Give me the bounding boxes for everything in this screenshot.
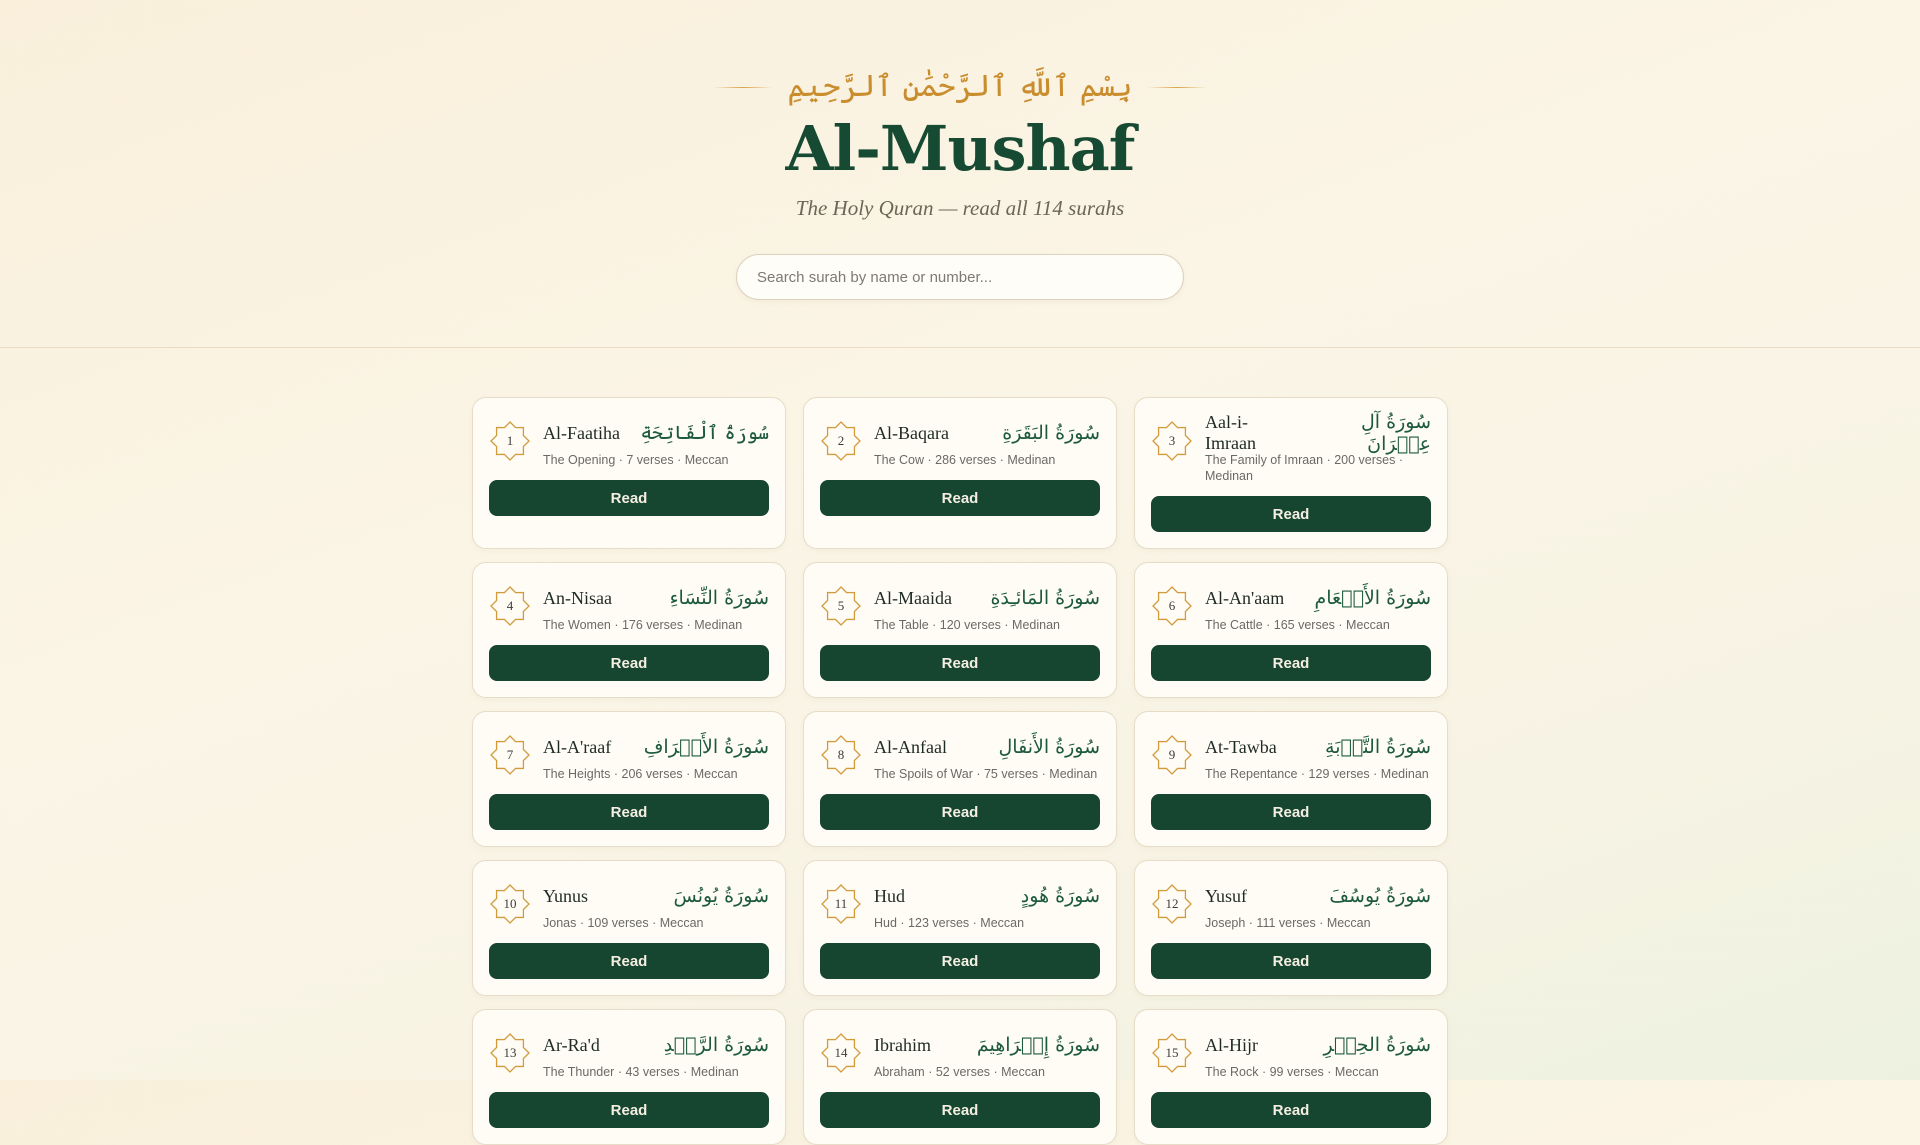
surah-number: 6: [1168, 598, 1176, 613]
surah-arabic-name: سُورَةُ هُودٍ: [1020, 885, 1100, 907]
surah-card-header: [820, 1030, 1100, 1080]
surah-meta: The Cattle · 165 verses · Meccan: [1205, 618, 1390, 632]
surah-number: 11: [834, 896, 848, 911]
surah-card-header: [489, 418, 769, 468]
surah-number: 5: [837, 598, 845, 613]
surah-name-row: [543, 881, 769, 911]
surah-meta: The Heights · 206 verses · Meccan: [543, 767, 738, 781]
page-subtitle: The Holy Quran — read all 114 surahs: [795, 196, 1125, 220]
surah-name: Al-Anfaal: [874, 736, 947, 757]
surah-number: 8: [837, 747, 845, 762]
surah-card-header: [1151, 732, 1431, 782]
basmala-calligraphy: بِسْمِ ٱللَّهِ ٱلرَّحْمَٰنِ ٱلرَّحِيمِ: [787, 69, 1133, 104]
surah-name-row: [1205, 881, 1431, 911]
surah-name-row: [543, 1030, 769, 1060]
surah-card-header: [820, 881, 1100, 931]
surah-name-row: [1205, 732, 1431, 762]
surah-meta: The Thunder · 43 verses · Medinan: [543, 1065, 739, 1079]
surah-arabic-name: سُورَةُ الأَنفَالِ: [998, 736, 1100, 758]
read-button[interactable]: Read: [489, 645, 769, 681]
surah-name: An-Nisaa: [543, 587, 612, 608]
surah-card: [1134, 562, 1448, 698]
surah-info: [874, 418, 1100, 468]
surah-number-badge: [820, 420, 862, 462]
page-header: [0, 0, 1920, 348]
surah-arabic-name: سُورَةُ ٱلْفَاتِحَةِ: [640, 422, 769, 444]
surah-card: [1134, 860, 1448, 996]
surah-card-header: [489, 583, 769, 633]
surah-card: [803, 1009, 1117, 1145]
surah-card: [1134, 711, 1448, 847]
surah-card: [803, 397, 1117, 549]
surah-card: [472, 711, 786, 847]
surah-meta: The Women · 176 verses · Medinan: [543, 618, 743, 632]
read-button[interactable]: Read: [820, 480, 1100, 516]
surah-info: [874, 881, 1100, 931]
search-input[interactable]: [736, 254, 1184, 300]
surah-name-row: [874, 881, 1100, 911]
read-button[interactable]: Read: [489, 943, 769, 979]
surah-name: Yunus: [543, 885, 589, 906]
read-button[interactable]: Read: [1151, 496, 1431, 532]
read-button[interactable]: Read: [489, 480, 769, 516]
surah-info: [543, 1030, 769, 1080]
read-button[interactable]: Read: [820, 794, 1100, 830]
surah-arabic-name: سُورَةُ إِبۡرَاهِيمَ: [976, 1034, 1100, 1056]
read-button[interactable]: Read: [1151, 645, 1431, 681]
surah-meta: The Repentance · 129 verses · Medinan: [1205, 767, 1429, 781]
read-button[interactable]: Read: [489, 794, 769, 830]
surah-name: Ibrahim: [874, 1034, 931, 1055]
surah-name: Ar-Ra'd: [543, 1034, 600, 1055]
read-button[interactable]: Read: [1151, 794, 1431, 830]
surah-name-row: [874, 732, 1100, 762]
surah-name: Al-Faatiha: [543, 422, 620, 443]
surah-number-badge: [1151, 585, 1193, 627]
surah-arabic-name: سُورَةُ البَقَرَةِ: [1002, 422, 1100, 444]
surah-arabic-name: سُورَةُ المَائـِدَةِ: [990, 587, 1100, 609]
surah-number-badge: [820, 883, 862, 925]
surah-number-badge: [1151, 420, 1193, 462]
surah-card-header: [1151, 1030, 1431, 1080]
surah-meta: The Cow · 286 verses · Medinan: [874, 453, 1056, 467]
read-button[interactable]: Read: [820, 1092, 1100, 1128]
surah-number: 3: [1168, 433, 1176, 448]
surah-meta: The Family of Imraan · 200 verses · Medinan: [1205, 453, 1403, 483]
surah-name-row: [874, 1030, 1100, 1060]
surah-grid: [472, 397, 1448, 1145]
surah-arabic-name: سُورَةُ الأَعۡرَافِ: [643, 736, 769, 758]
surah-number: 10: [503, 896, 517, 911]
surah-name: Al-A'raaf: [543, 736, 612, 757]
surah-info: [1205, 411, 1431, 484]
surah-number-badge: [1151, 1032, 1193, 1074]
surah-info: [1205, 583, 1431, 633]
surah-name-row: [874, 583, 1100, 613]
surah-number-badge: [1151, 883, 1193, 925]
surah-name-row: [1205, 583, 1431, 613]
surah-name: Al-Baqara: [874, 422, 949, 443]
surah-name-row: [543, 732, 769, 762]
surah-number: 1: [506, 433, 514, 448]
surah-card: [1134, 1009, 1448, 1145]
surah-name-row: [1205, 411, 1431, 455]
surah-card: [1134, 397, 1448, 549]
surah-number-badge: [820, 585, 862, 627]
surah-info: [1205, 1030, 1431, 1080]
surah-card-header: [820, 732, 1100, 782]
surah-number: 7: [506, 747, 514, 762]
surah-number-badge: [489, 1032, 531, 1074]
surah-meta: Hud · 123 verses · Meccan: [874, 916, 1025, 930]
surah-arabic-name: سُورَةُ يُونُسَ: [673, 885, 769, 907]
surah-name: Al-Maaida: [874, 587, 952, 608]
surah-arabic-name: سُورَةُ التَّوۡبَةِ: [1325, 736, 1431, 758]
surah-number-badge: [820, 1032, 862, 1074]
surah-meta: Abraham · 52 verses · Meccan: [874, 1065, 1045, 1079]
surah-card: [472, 562, 786, 698]
surah-card-header: [820, 583, 1100, 633]
surah-number: 9: [1168, 747, 1176, 762]
surah-card-header: [820, 418, 1100, 468]
surah-name-row: [1205, 1030, 1431, 1060]
surah-arabic-name: سُورَةُ الرَّعۡدِ: [663, 1034, 769, 1056]
surah-info: [874, 583, 1100, 633]
surah-name-row: [874, 418, 1100, 448]
read-button[interactable]: Read: [489, 1092, 769, 1128]
surah-info: [1205, 732, 1431, 782]
surah-info: [543, 418, 769, 468]
surah-info: [874, 1030, 1100, 1080]
surah-card-header: [1151, 881, 1431, 931]
surah-name: Aal-i-Imraan: [1205, 412, 1256, 453]
surah-card: [803, 562, 1117, 698]
surah-meta: Jonas · 109 verses · Meccan: [543, 916, 704, 930]
surah-number: 15: [1165, 1045, 1179, 1060]
page-title: Al-Mushaf: [785, 112, 1135, 185]
surah-info: [543, 583, 769, 633]
surah-arabic-name: سُورَةُ يُوسُفَ: [1329, 885, 1431, 907]
surah-number-badge: [489, 585, 531, 627]
surah-meta: The Opening · 7 verses · Meccan: [543, 453, 729, 467]
surah-name: Al-Hijr: [1205, 1034, 1258, 1055]
ornament-line-right: [1147, 87, 1207, 88]
surah-name: Al-An'aam: [1205, 587, 1285, 608]
surah-number-badge: [489, 883, 531, 925]
surah-meta: Joseph · 111 verses · Meccan: [1205, 916, 1371, 930]
surah-card-header: [489, 732, 769, 782]
surah-name: At-Tawba: [1205, 736, 1277, 757]
surah-card-header: [489, 1030, 769, 1080]
surah-number: 12: [1165, 896, 1179, 911]
surah-card: [472, 1009, 786, 1145]
surah-info: [543, 732, 769, 782]
read-button[interactable]: Read: [820, 943, 1100, 979]
surah-arabic-name: سُورَةُ النِّسَاءِ: [669, 587, 769, 609]
surah-number-badge: [489, 420, 531, 462]
surah-info: [543, 881, 769, 931]
surah-card-header: [1151, 583, 1431, 633]
surah-meta: The Rock · 99 verses · Meccan: [1205, 1065, 1379, 1079]
surah-arabic-name: سُورَةُ الحِجۡرِ: [1323, 1034, 1431, 1056]
surah-number: 13: [503, 1045, 517, 1060]
surah-info: [874, 732, 1100, 782]
surah-card: [803, 860, 1117, 996]
surah-card: [472, 860, 786, 996]
surah-number: 14: [834, 1045, 848, 1060]
read-button[interactable]: Read: [1151, 943, 1431, 979]
surah-arabic-name: سُورَةُ آلِ عِمۡرَانَ: [1361, 411, 1431, 455]
surah-number-badge: [489, 734, 531, 776]
ornament-line-left: [713, 87, 773, 88]
surah-name: Yusuf: [1205, 885, 1248, 906]
surah-name-row: [543, 418, 769, 448]
surah-arabic-name: سُورَةُ الأَنۡعَامِ: [1314, 587, 1431, 609]
surah-card: [803, 711, 1117, 847]
read-button[interactable]: Read: [1151, 1092, 1431, 1128]
basmala-ornament: [0, 62, 1920, 112]
surah-info: [1205, 881, 1431, 931]
surah-number-badge: [820, 734, 862, 776]
surah-meta: The Spoils of War · 75 verses · Medinan: [874, 767, 1098, 781]
surah-card-header: [1151, 411, 1431, 484]
surah-number-badge: [1151, 734, 1193, 776]
surah-card-header: [489, 881, 769, 931]
surah-number: 4: [506, 598, 514, 613]
read-button[interactable]: Read: [820, 645, 1100, 681]
surah-meta: The Table · 120 verses · Medinan: [874, 618, 1060, 632]
surah-card: [472, 397, 786, 549]
surah-number: 2: [837, 433, 845, 448]
surah-name-row: [543, 583, 769, 613]
surah-name: Hud: [874, 885, 905, 906]
